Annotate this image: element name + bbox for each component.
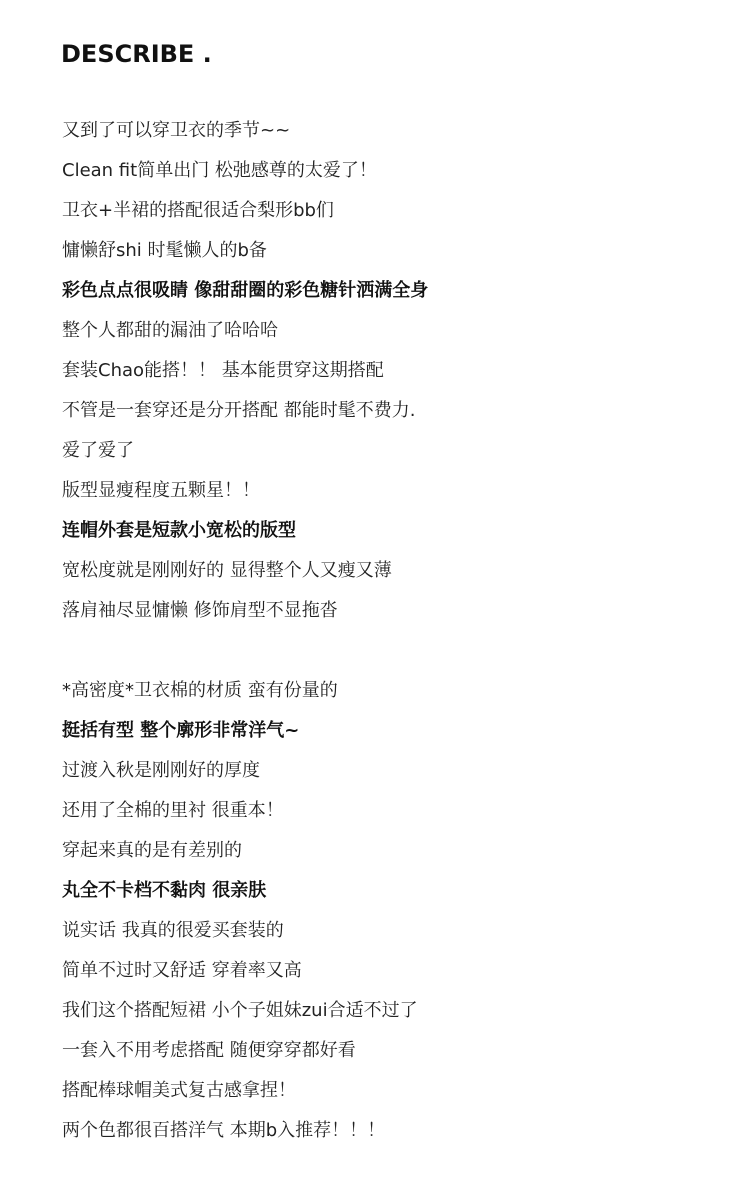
description-line: 套装Chao能搭！！ 基本能贯穿这期搭配 [62,360,384,381]
description-line: 慵懒舒shi 时髦懒人的b备 [62,240,267,261]
blank-line [62,634,428,674]
description-line: 挺括有型 整个廓形非常洋气~ [62,720,300,741]
description-line: 不管是一套穿还是分开搭配 都能时髦不费力. [62,400,416,421]
description-line: 宽松度就是刚刚好的 显得整个人又瘦又薄 [62,560,392,581]
description-line: 爱了爱了 [62,440,134,461]
description-line: Clean fit简单出门 松弛感尊的太爱了！ [62,160,377,181]
description-line: 搭配棒球帽美式复古感拿捏！ [62,1080,296,1101]
description-line: 彩色点点很吸睛 像甜甜圈的彩色糖针洒满全身 [62,280,429,301]
description-line: 我们这个搭配短裙 小个子姐妹zui合适不过了 [62,1000,418,1021]
description-line: *高密度*卫衣棉的材质 蛮有份量的 [62,680,338,701]
description-text-block [62,114,428,1154]
description-line: 落肩袖尽显慵懒 修饰肩型不显拖沓 [62,600,338,621]
description-line: 丸全不卡档不黏肉 很亲肤 [62,880,267,901]
description-line: 还用了全棉的里衬 很重本！ [62,800,284,821]
description-line: 穿起来真的是有差别的 [62,840,242,861]
description-line: 一套入不用考虑搭配 随便穿穿都好看 [62,1040,356,1061]
description-line: 版型显瘦程度五颗星！！ [62,480,260,501]
description-line: 简单不过时又舒适 穿着率又高 [62,960,302,981]
description-line: 卫衣+半裙的搭配很适合梨形bb们 [62,200,334,221]
description-line: 过渡入秋是刚刚好的厚度 [62,760,260,781]
description-line: 连帽外套是短款小宽松的版型 [62,520,296,541]
section-heading: DESCRIBE . [61,40,212,68]
description-line: 又到了可以穿卫衣的季节~~ [62,120,291,141]
description-line: 整个人都甜的漏油了哈哈哈 [62,320,278,341]
description-line: 两个色都很百搭洋气 本期b入推荐！！！ [62,1120,386,1141]
description-line: 说实话 我真的很爱买套装的 [62,920,284,941]
